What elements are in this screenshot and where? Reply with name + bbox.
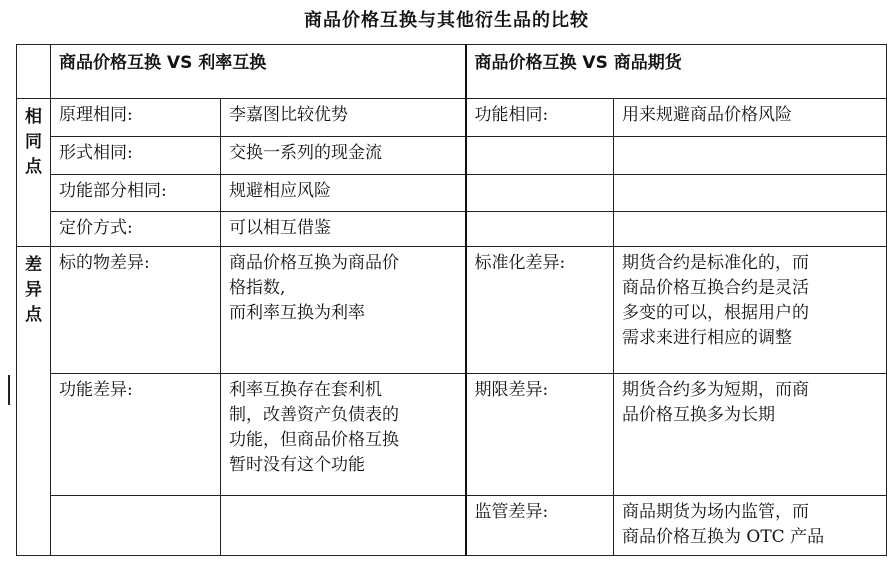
- row-label-left: 功能部分相同:: [51, 175, 221, 212]
- row-label-right: [466, 175, 614, 212]
- row-label-left: 定价方式:: [51, 212, 221, 247]
- table-row: [17, 374, 887, 496]
- row-value-right: [614, 212, 887, 247]
- row-value-right: 期货合约是标准化的，而 商品价格互换合约是灵活 多变的可以，根据用户的 需求来进行相应的调整: [614, 247, 887, 374]
- row-value-left: 规避相应风险: [221, 175, 466, 212]
- header-left: 商品价格互换 VS 利率互换: [51, 45, 466, 99]
- row-value-left: [221, 496, 466, 556]
- table-row: [17, 137, 887, 175]
- row-value-left: 商品价格互换为商品价 格指数, 而利率互换为利率: [221, 247, 466, 374]
- row-value-right: [614, 137, 887, 175]
- page-title: 商品价格互换与其他衍生品的比较: [304, 10, 589, 31]
- row-value-right: 期货合约多为短期，而商 品价格互换多为长期: [614, 374, 887, 496]
- corner-cell: [17, 45, 51, 99]
- table-row: [17, 175, 887, 212]
- row-label-right: [466, 212, 614, 247]
- row-label-left: [51, 496, 221, 556]
- row-label-right: [466, 137, 614, 175]
- row-value-left: 可以相互借鉴: [221, 212, 466, 247]
- header-right: 商品价格互换 VS 商品期货: [466, 45, 887, 99]
- comparison-table: [16, 44, 887, 556]
- table-row: [17, 496, 887, 556]
- row-value-right: 用来规避商品价格风险: [614, 99, 887, 137]
- row-label-right: 期限差异:: [466, 374, 614, 496]
- row-label-left: 原理相同:: [51, 99, 221, 137]
- row-value-right: [614, 175, 887, 212]
- row-value-left: 利率互换存在套利机 制，改善资产负债表的 功能，但商品价格互换 暂时没有这个功能: [221, 374, 466, 496]
- row-value-left: 交换一系列的现金流: [221, 137, 466, 175]
- table-row: [17, 99, 887, 137]
- header-row: [17, 45, 887, 99]
- row-label-left: 功能差异:: [51, 374, 221, 496]
- table-row: [17, 247, 887, 374]
- group-label-same: 相 同 点: [17, 99, 51, 247]
- row-label-left: 形式相同:: [51, 137, 221, 175]
- row-label-right: 标准化差异:: [466, 247, 614, 374]
- row-label-left: 标的物差异:: [51, 247, 221, 374]
- row-label-right: 功能相同:: [466, 99, 614, 137]
- row-label-right: 监管差异:: [466, 496, 614, 556]
- group-label-diff: 差 异 点: [17, 247, 51, 556]
- table-row: [17, 212, 887, 247]
- margin-mark: [8, 375, 10, 405]
- row-value-right: 商品期货为场内监管，而 商品价格互换为 OTC 产品: [614, 496, 887, 556]
- row-value-left: 李嘉图比较优势: [221, 99, 466, 137]
